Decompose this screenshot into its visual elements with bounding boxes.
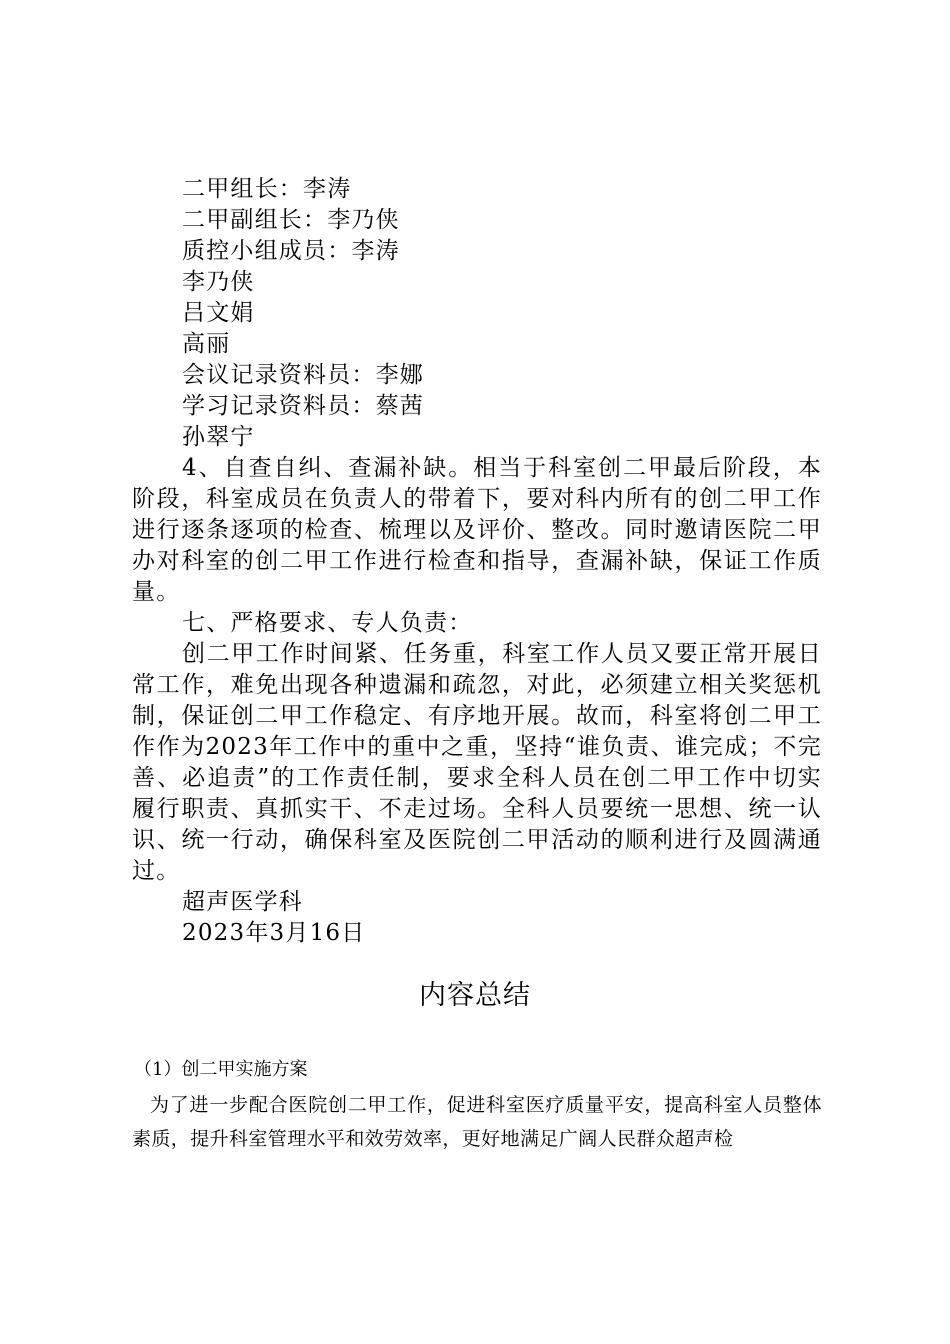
signature-department: 超声医学科 [182, 889, 303, 915]
signature-date: 2023年3月16日 [182, 920, 366, 946]
member-line-deputy-leader: 二甲副组长：李乃侠 [182, 207, 400, 233]
member-line-study-recorder-2: 孙翠宁 [182, 424, 255, 450]
section-7-heading: 七、严格要求、专人负责： [182, 610, 473, 636]
member-line-qc-member-3: 吕文娟 [182, 300, 255, 326]
member-line-meeting-recorder: 会议记录资料员：李娜 [182, 362, 424, 388]
member-line-qc-member-2: 李乃侠 [182, 269, 255, 295]
member-line-group-leader: 二甲组长：李涛 [182, 176, 352, 202]
summary-title: 内容总结 [419, 980, 531, 1011]
member-line-qc-members: 质控小组成员：李涛 [182, 238, 400, 264]
summary-paragraph: 为了进一步配合医院创二甲工作，促进科室医疗质量平安，提高科室人员整体素质，提升科室管理水平和效劳效率，更好地满足广阔人民群众超声检 [132, 1094, 822, 1150]
document-body [132, 174, 822, 949]
member-line-qc-member-4: 高丽 [182, 331, 231, 357]
section-7-paragraph: 创二甲工作时间紧、任务重，科室工作人员又要正常开展日常工作，难免出现各种遗漏和疏忽，对此，必须建立相关奖惩机制，保证创二甲工作稳定、有序地开展。故而，科室将创二甲工作作为2023年工作中的重中之重，坚持“谁负责、谁完成；不完善、必追责”的工作责任制，要求全科人员在创二甲工作中切实履行职责、真抓实干、不走过场。全科人员要统一思想、统一认识、统一行动，确保科室及医院创二甲活动的顺利进行及圆满通过。 [132, 641, 822, 884]
section-4-paragraph: 4、自查自纠、查漏补缺。相当于科室创二甲最后阶段，本阶段，科室成员在负责人的带着下，要对科内所有的创二甲工作进行逐条逐项的检查、梳理以及评价、整改。同时邀请医院二甲办对科室的创二甲工作进行检查和指导，查漏补缺，保证工作质量。 [132, 455, 822, 605]
summary-subtitle: （1）创二甲实施方案 [134, 1059, 308, 1080]
member-line-study-recorder: 学习记录资料员：蔡茜 [182, 393, 424, 419]
